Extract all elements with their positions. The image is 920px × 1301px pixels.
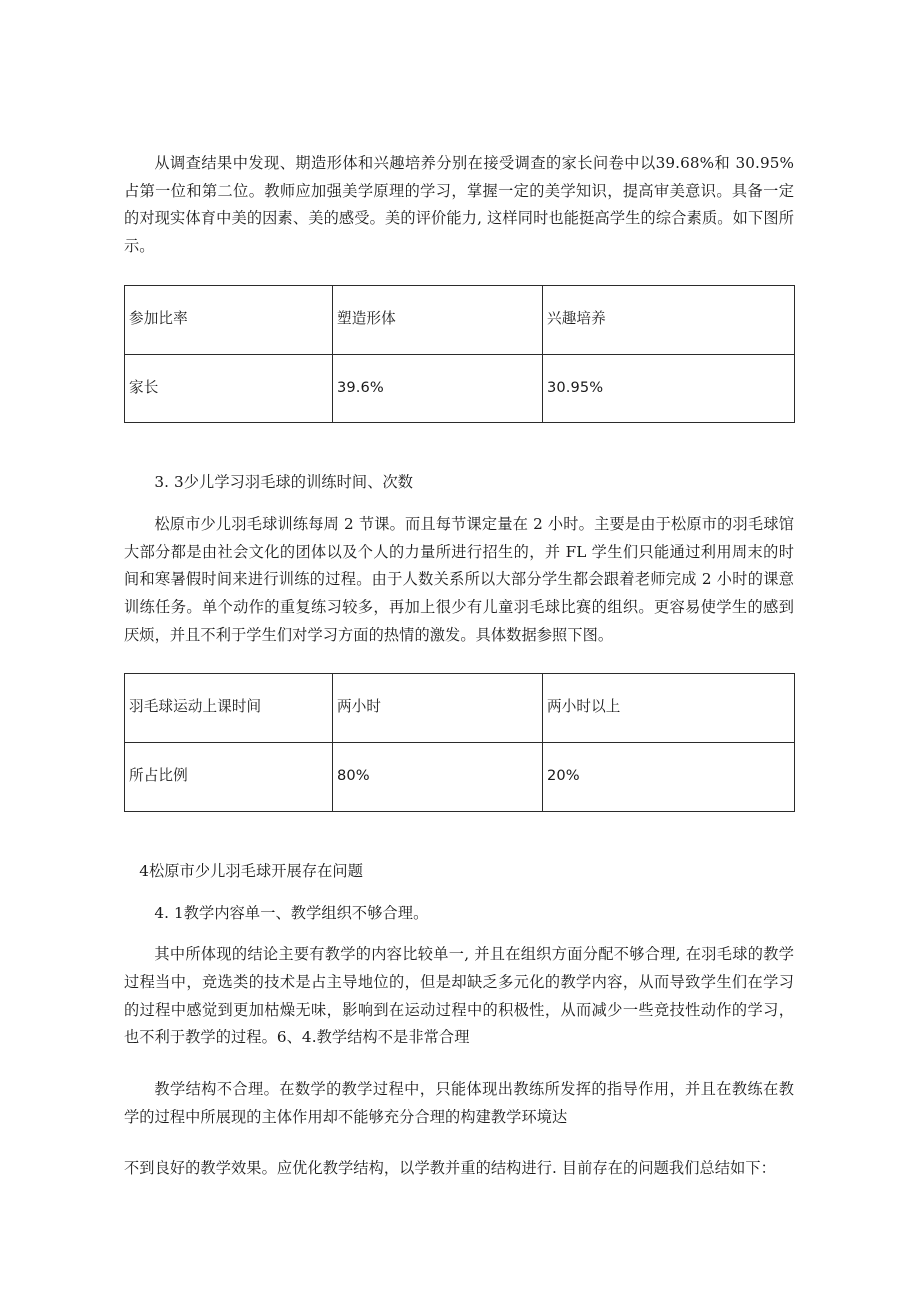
paragraph-teaching-structure: 教学结构不合理。在数学的教学过程中，只能体现出教练所发挥的指导作用，并且在教练在教学的过程中所展现的主体作用却不能够充分合理的构建教学环境达 (124, 1080, 794, 1126)
table-cell-header-label: 参加比率 (125, 285, 333, 354)
table-cell-header-two-hours: 两小时 (333, 674, 543, 743)
table-cell-header-over-two-hours: 两小时以上 (543, 674, 795, 743)
heading-4-1: 4. 1教学内容单一、教学组织不够合理。 (154, 903, 429, 922)
table-participation-ratio (124, 285, 795, 424)
spacer (124, 423, 794, 469)
spacer (124, 927, 794, 941)
paragraph-teaching-content: 其中所体现的结论主要有教学的内容比较单一, 并且在组织方面分配不够合理, 在羽毛球的教学过程当中，竞选类的技术是占主导地位的，但是却缺乏多元化的教学内容，从而导致学生们在学习的过程中感觉到更加枯燥无味，影响到在运动过程中的积极性，从而减少一些竞技性动作的学习，也不利于教学的过程。6、4.教学结构不是非常合理 (124, 945, 794, 1047)
heading-4: 4松原市少儿羽毛球开展存在问题 (139, 862, 363, 881)
paragraph-survey-results: 从调查结果中发现、期造形体和兴趣培养分别在接受调查的家长问卷中以39.68%和 30.95%占第一位和第二位。教师应加强美学原理的学习，掌握一定的美学知识，提高审美意识。具备一定的对现实体育中美的因素、美的感受。美的评价能力, 这样同时也能挺高学生的综合素质。如下图所示。 (124, 154, 794, 255)
table-cell-value-two-hours: 80% (333, 743, 543, 812)
table-cell-value-interest: 30.95% (543, 354, 795, 423)
spacer (124, 497, 794, 511)
table-class-duration (124, 673, 795, 812)
table-cell-row-label: 所占比例 (125, 743, 333, 812)
paragraph-conclusion: 不到良好的教学效果。应优化教学结构，以学教并重的结构进行. 目前存在的问题我们总结如下： (124, 1159, 776, 1178)
spacer (124, 812, 794, 858)
table-cell-header-shaping: 塑造形体 (333, 285, 543, 354)
spacer (124, 1054, 794, 1076)
spacer (124, 651, 794, 673)
spacer (124, 1133, 794, 1155)
table-row (125, 674, 795, 743)
spacer (124, 263, 794, 285)
spacer (124, 886, 794, 900)
table-cell-row-label: 家长 (125, 354, 333, 423)
table-row (125, 354, 795, 423)
table-row (125, 743, 795, 812)
document-body (124, 150, 794, 1185)
table-row (125, 285, 795, 354)
table-cell-value-over-two-hours: 20% (543, 743, 795, 812)
paragraph-training-time: 松原市少儿羽毛球训练每周 2 节课。而且每节课定量在 2 小时。主要是由于松原市的羽毛球馆大部分都是由社会文化的团体以及个人的力量所进行招生的，并 FL 学生们只能通过利用周末的时间和寒暑假时间来进行训练的过程。由于人数关系所以大部分学生都会跟着老师完成 2 小时的课意训练任务。单个动作的重复练习较多，再加上很少有儿童羽毛球比赛的组织。更容易使学生的感到厌烦，并且不利于学生们对学习方面的热情的激发。具体数据参照下图。 (124, 515, 794, 644)
table-cell-value-shaping: 39.6% (333, 354, 543, 423)
heading-3-3: 3. 3少儿学习羽毛球的训练时间、次数 (154, 473, 414, 492)
table-cell-header-label: 羽毛球运动上课时间 (125, 674, 333, 743)
table-cell-header-interest: 兴趣培养 (543, 285, 795, 354)
